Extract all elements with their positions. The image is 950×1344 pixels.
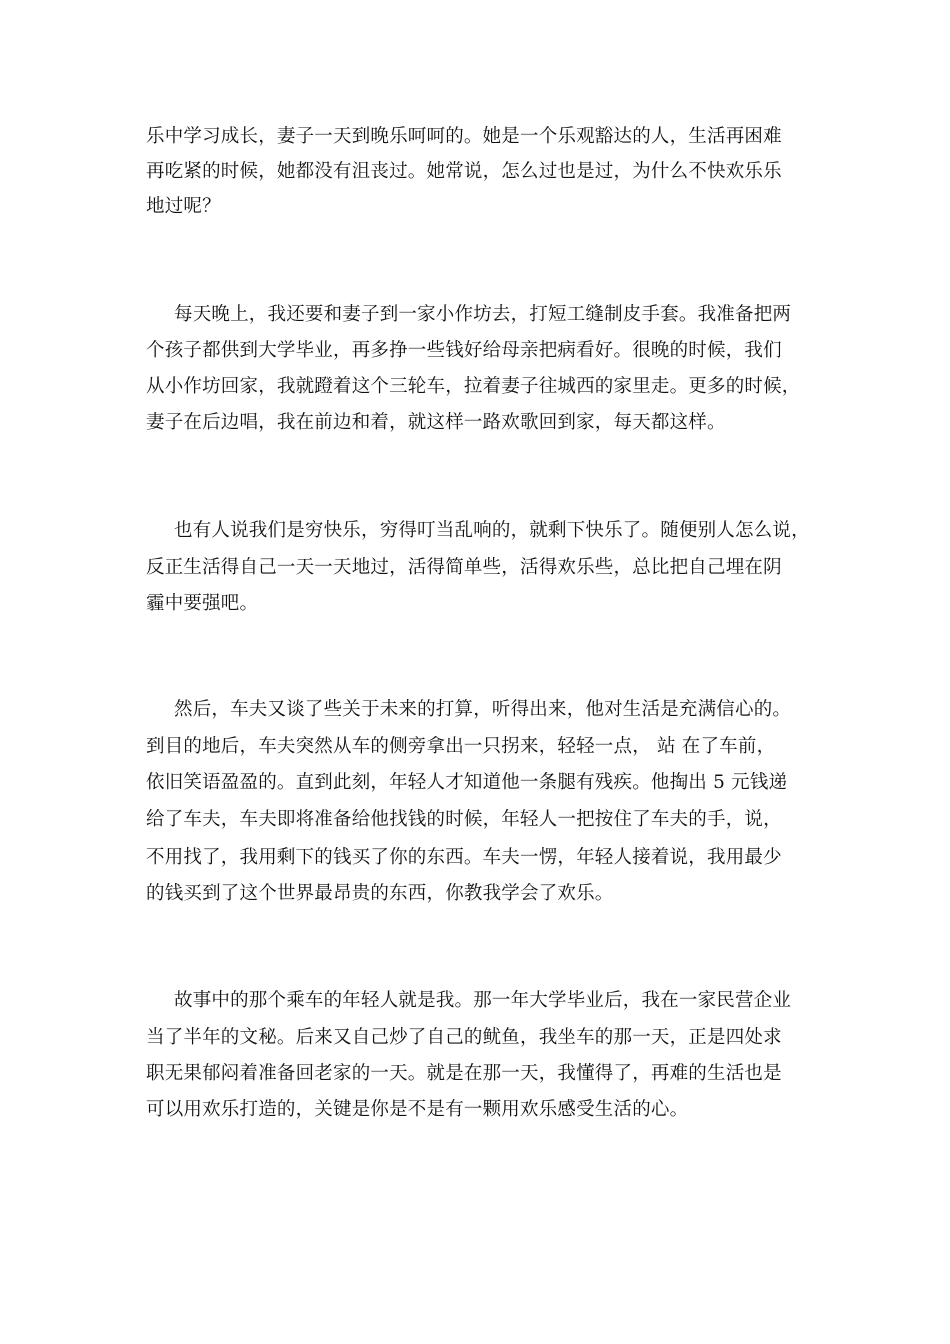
paragraph-line: 故事中的那个乘车的年轻人就是我。那一年大学毕业后，我在一家民营企业 xyxy=(174,990,792,1011)
paragraph-line: 然后，车夫又谈了些关于未来的打算，听得出来，他对生活是充满信心的。 xyxy=(174,699,792,720)
paragraph-line: 可以用欢乐打造的，关键是你是不是有一颗用欢乐感受生活的心。 xyxy=(146,1099,689,1120)
paragraph-line: 个孩子都供到大学毕业，再多挣一些钱好给母亲把病看好。很晚的时候，我们 xyxy=(146,340,782,361)
paragraph-line: 反正生活得自己一天一天地过，活得简单些，活得欢乐些，总比把自己埋在阴 xyxy=(146,557,782,578)
paragraph-line: 到目的地后，车夫突然从车的侧旁拿出一只拐来，轻轻一点， 站 在了车前， xyxy=(146,736,776,757)
paragraph-line: 霾中要强吧。 xyxy=(146,593,259,614)
paragraph-line: 再吃紧的时候，她都没有沮丧过。她常说，怎么过也是过，为什么不快欢乐乐 xyxy=(146,161,782,182)
paragraph-line: 给了车夫，车夫即将准备给他找钱的时候，年轻人一把按住了车夫的手，说， xyxy=(146,809,782,830)
paragraph-line: 从小作坊回家，我就蹬着这个三轮车，拉着妻子往城西的家里走。更多的时候， xyxy=(146,376,801,397)
paragraph-line: 妻子在后边唱，我在前边和着，就这样一路欢歌回到家，每天都这样。 xyxy=(146,412,726,433)
paragraph-line: 每天晚上，我还要和妻子到一家小作坊去，打短工缝制皮手套。我准备把两 xyxy=(174,304,792,325)
paragraph-line: 职无果郁闷着准备回老家的一天。就是在那一天，我懂得了，再难的生活也是 xyxy=(146,1063,782,1084)
paragraph-line: 不用找了，我用剩下的钱买了你的东西。车夫一愣，年轻人接着说，我用最少 xyxy=(146,847,782,868)
paragraph-line: 乐中学习成长，妻子一天到晚乐呵呵的。她是一个乐观豁达的人，生活再困难 xyxy=(146,126,782,147)
paragraph-line: 也有人说我们是穷快乐，穷得叮当乱响的，就剩下快乐了。随便别人怎么说， xyxy=(174,520,810,541)
paragraph-line: 依旧笑语盈盈的。直到此刻，年轻人才知道他一条腿有残疾。他掏出 5 元钱递 xyxy=(146,772,788,793)
paragraph-line: 地过呢？ xyxy=(146,196,221,217)
paragraph-line: 当了半年的文秘。后来又自己炒了自己的鱿鱼，我坐车的那一天，正是四处求 xyxy=(146,1027,782,1048)
paragraph-line: 的钱买到了这个世界最昂贵的东西，你教我学会了欢乐。 xyxy=(146,883,614,904)
